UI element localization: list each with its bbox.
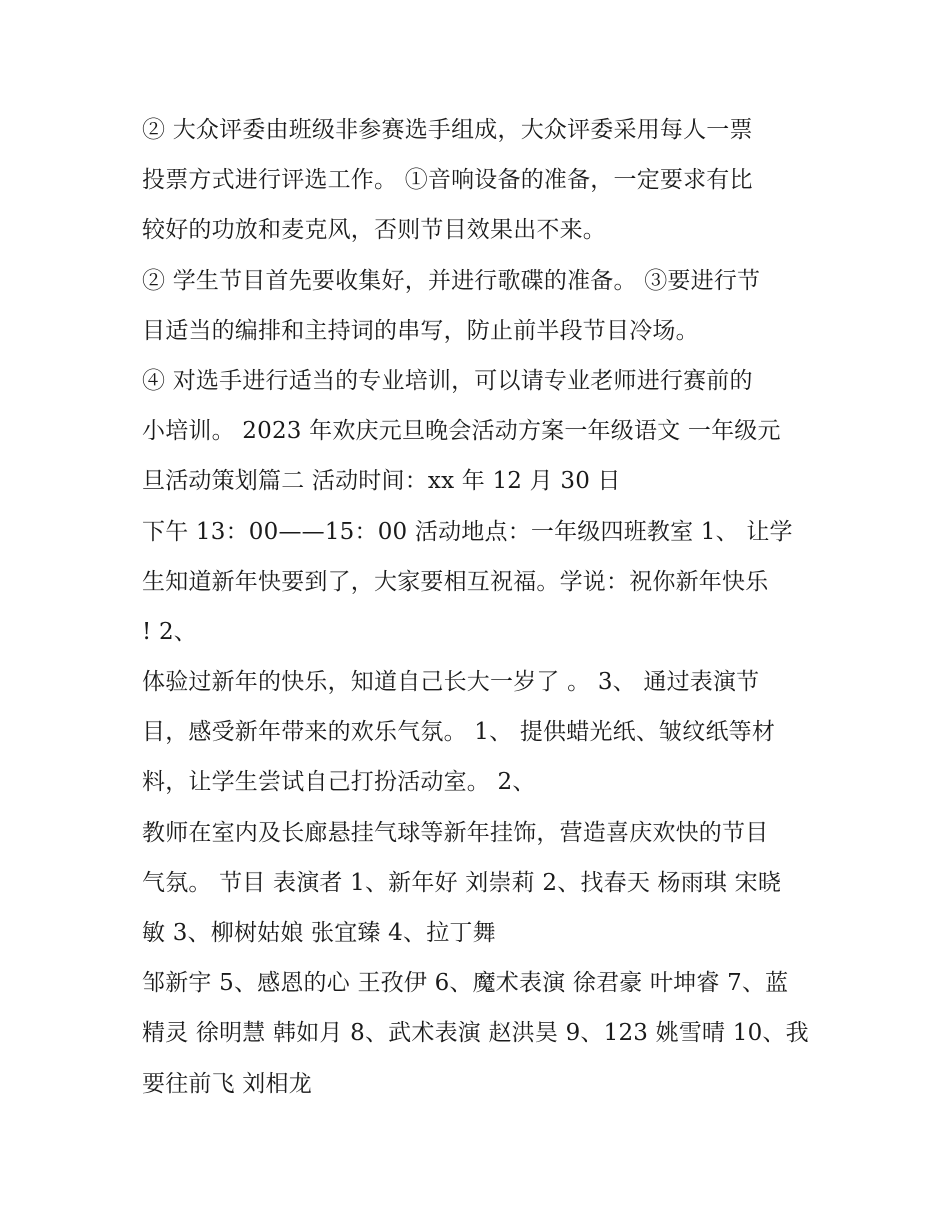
text-line: ! 2、 — [142, 618, 197, 645]
text-line: 体验过新年的快乐，知道自己长大一岁了 。 3、 通过表演节 — [142, 669, 760, 696]
text-line: 投票方式进行评选工作。 ①音响设备的准备，一定要求有比 — [142, 167, 753, 194]
text-line: 下午 13：00——15：00 活动地点：一年级四班教室 1、 让学 — [142, 518, 793, 545]
text-line: 要往前飞 刘相龙 — [142, 1070, 312, 1097]
text-line: 小培训。 2023 年欢庆元旦晚会活动方案一年级语文 一年级元 — [142, 418, 781, 445]
text-line: 生知道新年快要到了，大家要相互祝福。学说：祝你新年快乐 — [142, 568, 769, 595]
text-line: 旦活动策划篇二 活动时间：xx 年 12 月 30 日 — [142, 468, 621, 495]
text-line: 敏 3、柳树姑娘 张宜臻 4、拉丁舞 — [142, 920, 496, 946]
text-line: 邹新宇 5、感恩的心 王孜伊 6、魔术表演 徐君豪 叶坤睿 7、蓝 — [142, 970, 789, 997]
text-line: 目，感受新年带来的欢乐气氛。 1、 提供蜡光纸、皱纹纸等材 — [142, 719, 776, 746]
text-line: 目适当的编排和主持词的串写，防止前半段节目冷场。 — [142, 317, 699, 344]
text-line: ④ 对选手进行适当的专业培训，可以请专业老师进行赛前的 — [142, 367, 753, 394]
text-line: ② 学生节目首先要收集好，并进行歌碟的准备。 ③要进行节 — [142, 267, 761, 294]
text-line: 精灵 徐明慧 韩如月 8、武术表演 赵洪昊 9、123 姚雪晴 10、我 — [142, 1020, 809, 1047]
text-line: 料，让学生尝试自己打扮活动室。 2、 — [142, 769, 536, 796]
text-line: 教师在室内及长廊悬挂气球等新年挂饰，营造喜庆欢快的节目 — [142, 819, 769, 846]
text-line: ② 大众评委由班级非参赛选手组成，大众评委采用每人一票 — [142, 117, 753, 143]
text-line: 气氛。 节目 表演者 1、新年好 刘崇莉 2、找春天 杨雨琪 宋晓 — [142, 869, 782, 896]
document-body — [142, 105, 822, 1109]
text-line: 较好的功放和麦克风，否则节目效果出不来。 — [142, 217, 606, 244]
